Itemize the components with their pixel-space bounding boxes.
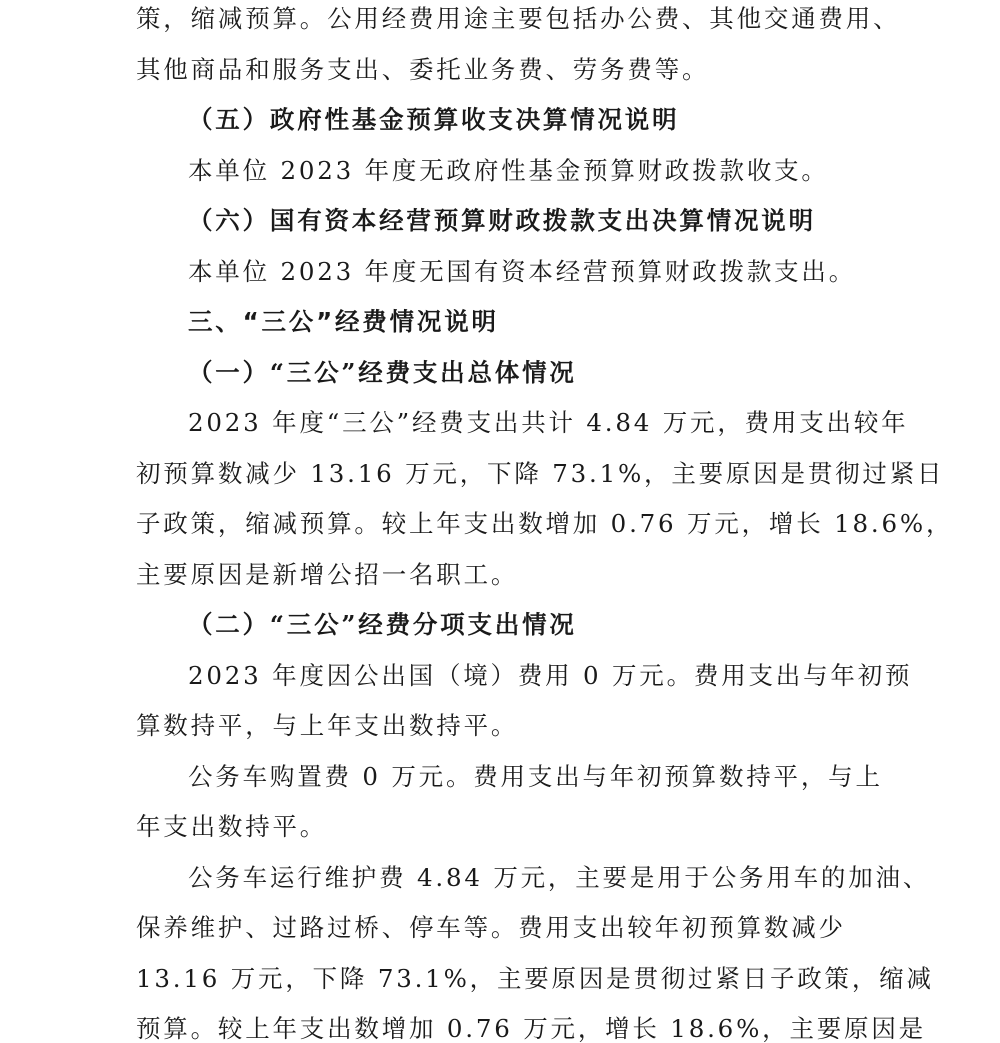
section-subheading: （六）国有资本经营预算财政拨款支出决算情况说明 — [188, 206, 816, 235]
paragraph-line: 保养维护、过路过桥、停车等。费用支出较年初预算数减少 — [136, 913, 846, 942]
paragraph-line: 13.16 万元，下降 73.1%，主要原因是贯彻过紧日子政策，缩减 — [136, 963, 934, 993]
paragraph-line: 2023 年度“三公”经费支出共计 4.84 万元，费用支出较年 — [188, 408, 909, 437]
paragraph-line: 公务车运行维护费 4.84 万元，主要是用于公务用车的加油、 — [188, 862, 931, 892]
section-subheading: （一）“三公”经费支出总体情况 — [188, 357, 577, 387]
paragraph-line: 初预算数减少 13.16 万元，下降 73.1%，主要原因是贯彻过紧日 — [136, 458, 945, 488]
paragraph-line: 主要原因是新增公招一名职工。 — [136, 559, 519, 589]
paragraph-line: 子政策，缩减预算。较上年支出数增加 0.76 万元，增长 18.6%， — [136, 509, 954, 538]
section-subheading: （五）政府性基金预算收支决算情况说明 — [188, 105, 680, 134]
paragraph-line: 预算。较上年支出数增加 0.76 万元，增长 18.6%，主要原因是 — [136, 1014, 926, 1043]
paragraph-line: 公务车购置费 0 万元。费用支出与年初预算数持平，与上 — [188, 761, 883, 791]
section-heading: 三、“三公”经费情况说明 — [188, 307, 499, 336]
paragraph-line: 2023 年度因公出国（境）费用 0 万元。费用支出与年初预 — [188, 660, 913, 690]
paragraph-line: 年支出数持平。 — [136, 812, 328, 841]
paragraph-line: 策，缩减预算。公用经费用途主要包括办公费、其他交通费用、 — [136, 4, 901, 33]
paragraph-line: 其他商品和服务支出、委托业务费、劳务费等。 — [136, 54, 710, 84]
paragraph-line: 本单位 2023 年度无政府性基金预算财政拨款收支。 — [188, 155, 829, 185]
paragraph-line: 本单位 2023 年度无国有资本经营预算财政拨款支出。 — [188, 256, 857, 286]
document-body — [136, 0, 954, 1043]
section-subheading: （二）“三公”经费分项支出情况 — [188, 610, 577, 639]
paragraph-line: 算数持平，与上年支出数持平。 — [136, 711, 519, 740]
